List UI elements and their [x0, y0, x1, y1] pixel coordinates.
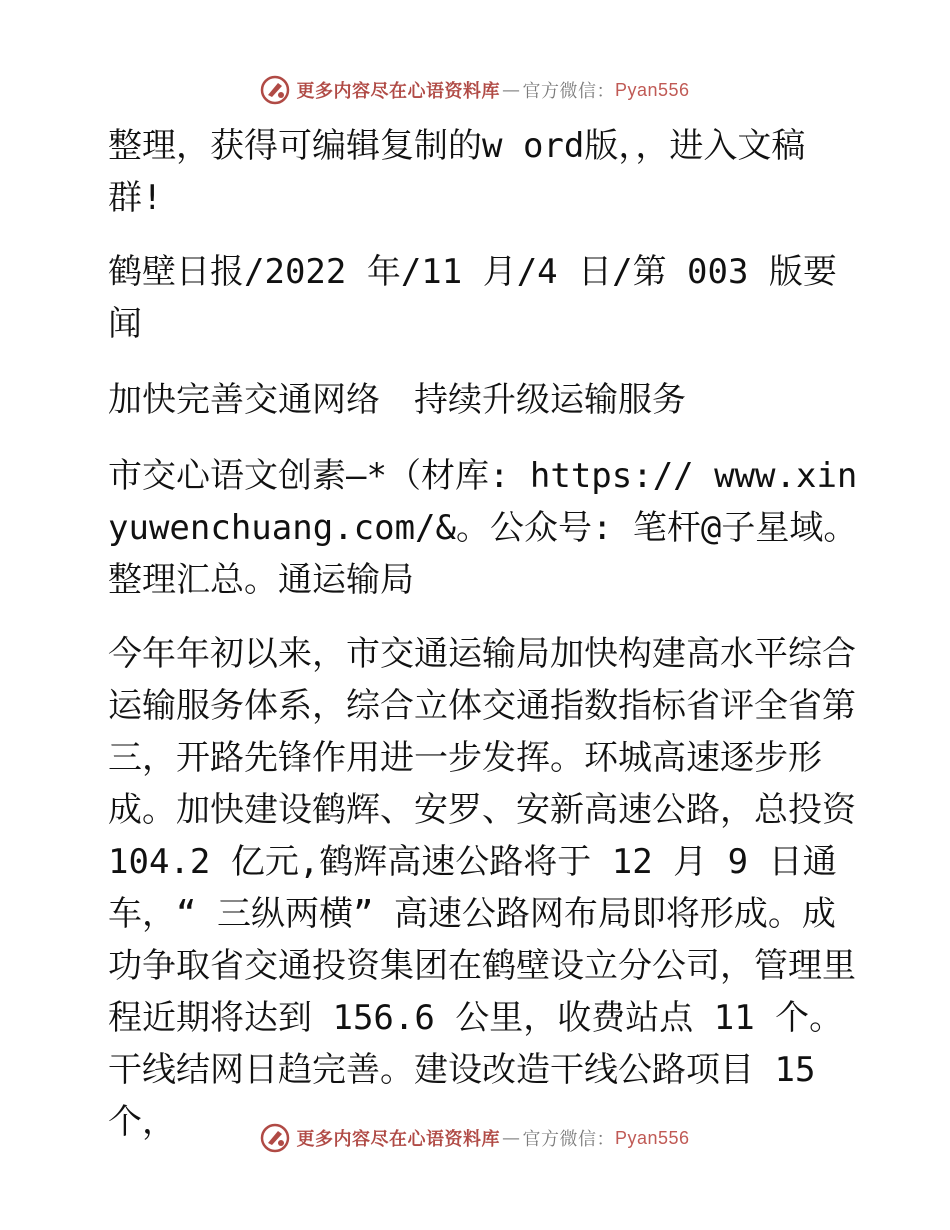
watermark-wechat-id: Pyan556 [614, 1127, 690, 1148]
paragraph-source: 鹤壁日报/2022 年/11 月/4 日/第 003 版要闻 [108, 252, 837, 344]
watermark-wechat-label: 官方微信： [522, 1129, 615, 1150]
document-body [98, 120, 858, 1170]
paragraph-author: 市交心语文创素—*（材库: https:// www.xinyuwenchuang.com/&。公众号: 笔杆@子星域。整理汇总。通运输局 [108, 456, 858, 600]
paragraph-body: 今年年初以来，市交通运输局加快构建高水平综合运输服务体系，综合立体交通指数指标省评全省第三，开路先锋作用进一步发挥。环城高速逐步形成。加快建设鹤辉、安罗、安新高速公路，总投资 104.2 亿元,鹤辉高速公路将于 12 月 9 日通车，“ 三纵两横” 高速公路网布局即将形成。成功争取省交通投资集团在鹤壁设立分公司，管理里程近期将达到 156.6 公里，收费站点 11 个。干线结网日趋完善。建设改造干线公路项目 15 个， [108, 634, 856, 1142]
brand-logo-icon [260, 1123, 290, 1153]
paragraph-headline: 加快完善交通网络 持续升级运输服务 [108, 380, 686, 420]
watermark-separator: — [501, 79, 521, 101]
watermark-main-text: 更多内容尽在心语资料库 [296, 81, 500, 102]
paragraph-intro: 整理，获得可编辑复制的w ord版，，进入文稿群! [108, 126, 806, 218]
watermark-wechat-id: Pyan556 [614, 79, 690, 100]
brand-logo-icon [260, 75, 290, 105]
watermark-banner-top [0, 70, 950, 110]
watermark-main-text: 更多内容尽在心语资料库 [296, 1129, 500, 1150]
watermark-banner-bottom [0, 1118, 950, 1158]
watermark-separator: — [501, 1127, 521, 1149]
watermark-wechat-label: 官方微信： [522, 81, 615, 102]
